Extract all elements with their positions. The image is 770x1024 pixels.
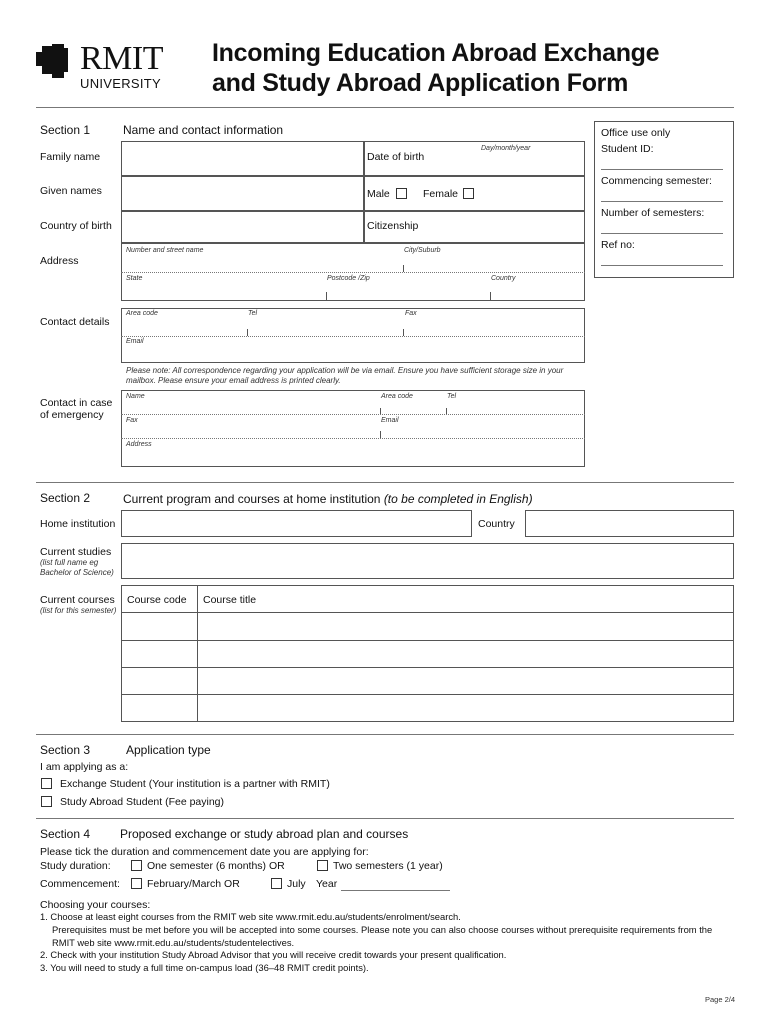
course-code-cells[interactable] bbox=[122, 613, 197, 721]
course-code-header: Course code bbox=[127, 594, 187, 606]
citizenship-label: Citizenship bbox=[367, 220, 419, 232]
section4-heading: Proposed exchange or study abroad plan and courses bbox=[120, 827, 409, 841]
section3-divider bbox=[36, 734, 734, 735]
section1-number: Section 1 bbox=[40, 123, 91, 137]
date-of-birth-label: Date of birth bbox=[367, 151, 425, 163]
instruction-3: 3. You will need to study a full time on-campus load (36–48 RMIT credit points). bbox=[40, 962, 369, 973]
contact-details-label: Contact details bbox=[40, 316, 110, 328]
e-email-hint: Email bbox=[381, 417, 399, 424]
male-checkbox[interactable] bbox=[396, 188, 407, 199]
country-label: Country bbox=[478, 518, 515, 530]
address-label: Address bbox=[40, 255, 79, 267]
course-title-cells[interactable] bbox=[198, 613, 733, 721]
given-names-label: Given names bbox=[40, 185, 102, 197]
tick bbox=[380, 431, 381, 438]
studies-hint-2: Bachelor of Science) bbox=[40, 568, 114, 577]
logo-name: RMIT bbox=[80, 40, 163, 77]
year-input-line[interactable] bbox=[341, 890, 450, 891]
section1-heading: Name and contact information bbox=[123, 123, 284, 137]
family-name-label: Family name bbox=[40, 151, 101, 163]
course-title-header: Course title bbox=[203, 594, 257, 606]
study-duration-label: Study duration: bbox=[40, 860, 111, 872]
exchange-checkbox[interactable] bbox=[41, 778, 52, 789]
e-name-hint: Name bbox=[126, 393, 145, 400]
two-semesters-checkbox[interactable] bbox=[317, 860, 328, 871]
area-code-hint: Area code bbox=[126, 310, 158, 317]
rmit-pixel-icon bbox=[36, 44, 76, 84]
male-label: Male bbox=[367, 188, 390, 200]
country-input[interactable] bbox=[525, 510, 734, 537]
tick bbox=[326, 292, 327, 300]
tel-hint: Tel bbox=[248, 310, 258, 317]
emergency-contact-input[interactable] bbox=[121, 390, 585, 467]
current-studies-label: Current studies bbox=[40, 546, 112, 558]
divider bbox=[121, 272, 585, 273]
office-line bbox=[601, 169, 723, 170]
office-title: Office use only bbox=[601, 127, 671, 139]
family-name-input[interactable] bbox=[121, 141, 364, 176]
e-tel-hint: Tel bbox=[447, 393, 457, 400]
e-area-code-hint: Area code bbox=[381, 393, 413, 400]
number-street-hint: Number and street name bbox=[126, 247, 204, 254]
home-institution-label: Home institution bbox=[40, 518, 116, 530]
female-label: Female bbox=[423, 188, 459, 200]
tick bbox=[403, 265, 404, 272]
feb-mar-label: February/March OR bbox=[147, 878, 240, 890]
instruction-1a: 1. Choose at least eight courses from the RMIT web site www.rmit.edu.au/students/enrolment/search. bbox=[40, 911, 461, 922]
studies-hint-1: (list full name eg bbox=[40, 558, 99, 567]
office-commencing: Commencing semester: bbox=[601, 175, 712, 187]
given-names-input[interactable] bbox=[121, 176, 364, 211]
dob-hint: Day/month/year bbox=[481, 145, 531, 152]
current-courses-label: Current courses bbox=[40, 594, 115, 606]
courses-hint: (list for this semester) bbox=[40, 606, 117, 615]
e-fax-hint: Fax bbox=[126, 417, 138, 424]
tick-instruction: Please tick the duration and commencement date you are applying for: bbox=[40, 846, 369, 858]
postcode-hint: Postcode /Zip bbox=[327, 275, 370, 282]
section2-number: Section 2 bbox=[40, 491, 91, 505]
country-hint: Country bbox=[491, 275, 516, 282]
section2-heading-note: (to be completed in English) bbox=[383, 492, 533, 506]
divider bbox=[121, 438, 585, 439]
section3-number: Section 3 bbox=[40, 743, 91, 757]
header-divider bbox=[36, 107, 734, 108]
email-hint: Email bbox=[126, 338, 144, 345]
study-abroad-label: Study Abroad Student (Fee paying) bbox=[60, 796, 225, 808]
page-number: Page 2/4 bbox=[705, 995, 736, 1004]
note-line-1: Please note: All correspondence regarding your application will be via email. Ensure you have sufficient storage size in your bbox=[126, 366, 564, 375]
emergency-label-1: Contact in case bbox=[40, 397, 113, 409]
office-ref-no: Ref no: bbox=[601, 239, 635, 251]
logo-sub: UNIVERSITY bbox=[80, 76, 162, 91]
office-num-semesters: Number of semesters: bbox=[601, 207, 705, 219]
state-hint: State bbox=[126, 275, 143, 282]
female-checkbox[interactable] bbox=[463, 188, 474, 199]
page-title bbox=[212, 38, 659, 98]
one-semester-label: One semester (6 months) OR bbox=[147, 860, 285, 872]
section4-number: Section 4 bbox=[40, 827, 91, 841]
tick bbox=[490, 292, 491, 300]
office-line bbox=[601, 201, 723, 202]
home-institution-input[interactable] bbox=[121, 510, 472, 537]
emergency-label-2: of emergency bbox=[40, 409, 104, 421]
july-label: July bbox=[287, 878, 306, 890]
divider bbox=[121, 414, 585, 415]
year-label: Year bbox=[316, 878, 338, 890]
city-suburb-hint: City/Suburb bbox=[404, 247, 441, 254]
instruction-1b: Prerequisites must be met before you will be accepted into some courses. Please note you can also choose courses without prerequisite requirements from the bbox=[52, 924, 713, 935]
feb-mar-checkbox[interactable] bbox=[131, 878, 142, 889]
instruction-2: 2. Check with your institution Study Abroad Advisor that you will receive credit towards your present qualification. bbox=[40, 949, 507, 960]
country-of-birth-label: Country of birth bbox=[40, 220, 112, 232]
section3-heading: Application type bbox=[126, 743, 211, 757]
section2-heading bbox=[123, 492, 533, 506]
office-line bbox=[601, 233, 723, 234]
fax-hint: Fax bbox=[405, 310, 417, 317]
july-checkbox[interactable] bbox=[271, 878, 282, 889]
note-line-2: mailbox. Please ensure your email address is printed clearly. bbox=[126, 376, 341, 385]
title-line-2: and Study Abroad Application Form bbox=[212, 69, 629, 97]
two-semesters-label: Two semesters (1 year) bbox=[333, 860, 443, 872]
study-abroad-checkbox[interactable] bbox=[41, 796, 52, 807]
section4-divider bbox=[36, 818, 734, 819]
section2-divider bbox=[36, 482, 734, 483]
e-address-hint: Address bbox=[126, 441, 152, 448]
title-line-1: Incoming Education Abroad Exchange bbox=[212, 39, 660, 67]
exchange-label: Exchange Student (Your institution is a partner with RMIT) bbox=[60, 778, 330, 790]
commencement-label: Commencement: bbox=[40, 878, 120, 890]
applying-label: I am applying as a: bbox=[40, 761, 129, 773]
instruction-1c: RMIT web site www.rmit.edu.au/students/studentelectives. bbox=[52, 937, 295, 948]
tick bbox=[247, 329, 248, 336]
office-line bbox=[601, 265, 723, 266]
one-semester-checkbox[interactable] bbox=[131, 860, 142, 871]
office-student-id: Student ID: bbox=[601, 143, 654, 155]
divider bbox=[121, 336, 585, 337]
choosing-label: Choosing your courses: bbox=[40, 899, 151, 911]
section2-heading-text: Current program and courses at home institution bbox=[123, 492, 381, 506]
country-of-birth-input[interactable] bbox=[121, 211, 364, 243]
current-studies-input[interactable] bbox=[121, 543, 734, 579]
tick bbox=[403, 329, 404, 336]
